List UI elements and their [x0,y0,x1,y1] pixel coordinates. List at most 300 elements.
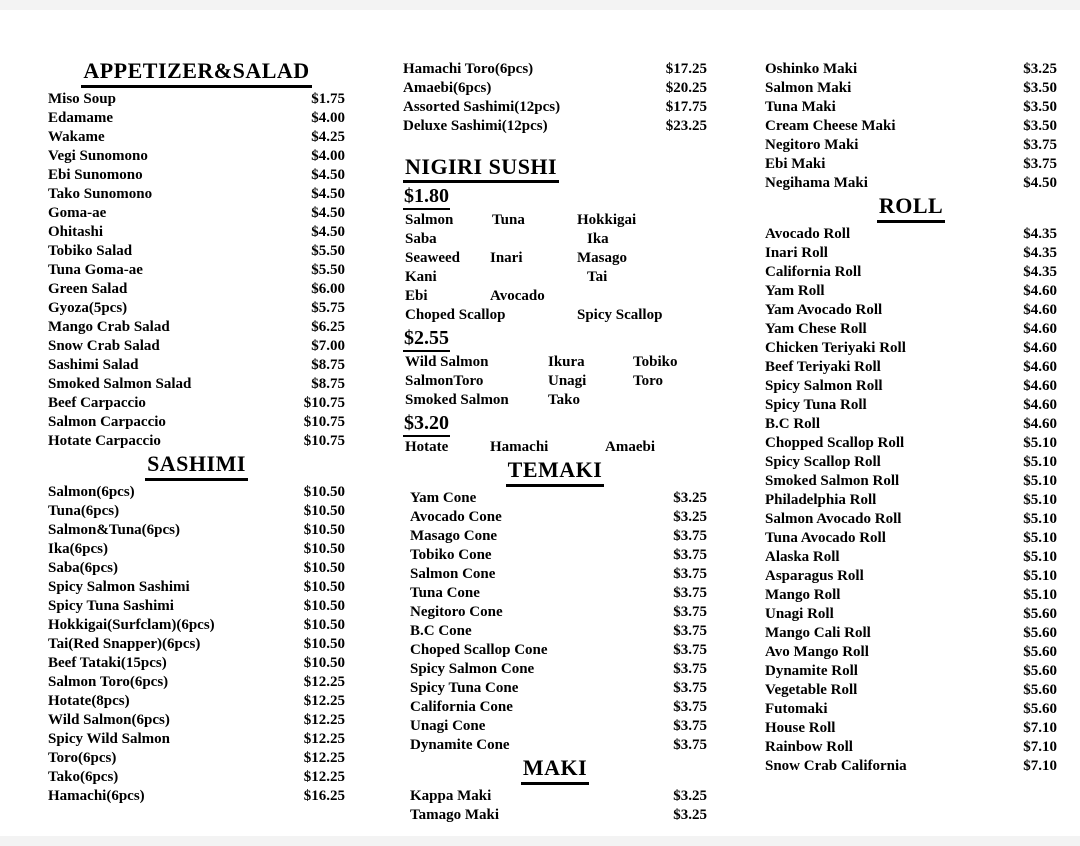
menu-item-price: $3.75 [673,718,707,734]
menu-item-name: Chicken Teriyaki Roll [765,340,906,356]
menu-item-row [48,356,345,375]
menu-item-price: $4.50 [311,205,345,221]
menu-item-name: Amaebi(6pcs) [403,80,492,96]
menu-item-name: Goma-ae [48,205,107,221]
nigiri-grid-row [403,287,707,306]
menu-item-price: $4.60 [1023,359,1057,375]
menu-item-row [48,559,345,578]
nigiri-item-name: Hokkigai [577,212,637,228]
menu-item-price: $5.10 [1023,568,1057,584]
menu-item-price: $17.25 [665,61,707,77]
menu-item-name: Spicy Tuna Sashimi [48,598,174,614]
menu-item-price: $3.75 [673,547,707,563]
menu-item-row [765,136,1057,155]
price-tier-header-text: $1.80 [403,185,450,210]
menu-item-name: Wakame [48,129,105,145]
menu-item-list [765,60,1057,193]
price-tier-header [403,412,707,437]
menu-item-row [403,546,707,565]
menu-item-row [48,692,345,711]
nigiri-item-name: Smoked Salmon [405,392,509,408]
menu-item-price: $10.50 [303,617,345,633]
menu-item-price: $3.25 [673,509,707,525]
nigiri-item-name: Kani [405,269,437,285]
menu-item-name: Spicy Salmon Sashimi [48,579,190,595]
menu-item-row [403,508,707,527]
menu-item-price: $1.75 [311,91,345,107]
menu-item-name: Tobiko Salad [48,243,133,259]
menu-item-name: Spicy Tuna Cone [410,680,519,696]
menu-item-row [765,60,1057,79]
menu-item-name: Negihama Maki [765,175,868,191]
menu-item-row [765,643,1057,662]
menu-item-name: Avocado Cone [410,509,502,525]
menu-item-name: Negitoro Maki [765,137,859,153]
nigiri-grid-row [403,438,707,457]
menu-item-row [765,225,1057,244]
section-header-text: SASHIMI [145,451,248,481]
menu-item-name: Tako(6pcs) [48,769,119,785]
menu-item-price: $8.75 [311,357,345,373]
menu-item-name: Tobiko Cone [410,547,492,563]
menu-item-name: Salmon Toro(6pcs) [48,674,169,690]
menu-item-name: Green Salad [48,281,128,297]
menu-item-row [48,223,345,242]
menu-item-name: Tuna Goma-ae [48,262,143,278]
menu-item-name: Futomaki [765,701,828,717]
menu-item-name: Hamachi Toro(6pcs) [403,61,534,77]
menu-item-row [403,603,707,622]
section-header [403,154,707,183]
menu-item-row [403,736,707,755]
menu-item-name: Spicy Wild Salmon [48,731,170,747]
menu-item-name: Tuna Maki [765,99,836,115]
menu-item-row [48,654,345,673]
menu-item-price: $4.50 [311,186,345,202]
menu-item-name: Yam Avocado Roll [765,302,883,318]
nigiri-item-name: Tobiko [633,354,678,370]
menu-item-row [48,413,345,432]
menu-item-price: $4.60 [1023,302,1057,318]
menu-item-row [765,174,1057,193]
menu-item-price: $10.50 [303,503,345,519]
menu-item-price: $5.10 [1023,587,1057,603]
menu-item-price: $3.25 [1023,61,1057,77]
menu-item-price: $5.60 [1023,606,1057,622]
menu-item-list [403,60,707,136]
menu-item-price: $3.25 [673,490,707,506]
menu-item-row [403,679,707,698]
menu-item-name: Tamago Maki [410,807,500,823]
menu-item-name: Masago Cone [410,528,498,544]
nigiri-grid-row [403,249,707,268]
menu-item-price: $5.50 [311,262,345,278]
menu-item-row [48,749,345,768]
menu-item-list [403,787,707,825]
menu-item-row [765,529,1057,548]
menu-item-price: $6.00 [311,281,345,297]
price-tier-header [403,327,707,352]
menu-item-row [765,301,1057,320]
menu-item-price: $5.10 [1023,549,1057,565]
menu-item-price: $10.50 [303,560,345,576]
menu-item-name: Rainbow Roll [765,739,853,755]
nigiri-item-name: Ebi [405,288,428,304]
menu-item-price: $10.50 [303,579,345,595]
menu-item-row [765,415,1057,434]
menu-item-row [48,578,345,597]
menu-item-price: $4.35 [1023,245,1057,261]
menu-item-row [403,660,707,679]
menu-item-row [765,738,1057,757]
menu-item-row [48,185,345,204]
menu-item-price: $3.75 [673,585,707,601]
menu-item-row [48,787,345,806]
section-header-text: TEMAKI [506,457,605,487]
menu-item-price: $12.25 [303,769,345,785]
menu-item-row [48,318,345,337]
menu-item-row [765,377,1057,396]
menu-item-name: Tuna Cone [410,585,480,601]
menu-item-name: Sashimi Salad [48,357,139,373]
menu-item-row [403,98,707,117]
menu-item-row [765,244,1057,263]
menu-item-row [48,375,345,394]
menu-item-name: B.C Roll [765,416,821,432]
menu-item-price: $3.75 [673,604,707,620]
menu-item-row [765,396,1057,415]
nigiri-item-name: Wild Salmon [405,354,489,370]
menu-item-name: Ebi Maki [765,156,826,172]
menu-item-row [765,472,1057,491]
menu-item-row [765,453,1057,472]
menu-item-price: $5.10 [1023,454,1057,470]
menu-item-name: Assorted Sashimi(12pcs) [403,99,561,115]
menu-item-name: Salmon Carpaccio [48,414,166,430]
menu-item-row [48,673,345,692]
price-tier-header [403,185,707,210]
nigiri-item-name: Tuna [492,212,525,228]
menu-item-price: $7.10 [1023,739,1057,755]
menu-column-right [765,60,1057,776]
menu-item-price: $12.25 [303,731,345,747]
section-header [48,451,345,481]
menu-item-price: $3.75 [673,661,707,677]
menu-item-row [48,768,345,787]
menu-item-name: Beef Carpaccio [48,395,146,411]
menu-item-name: Kappa Maki [410,788,492,804]
menu-item-name: Asparagus Roll [765,568,864,584]
menu-item-price: $4.60 [1023,283,1057,299]
section-header [48,58,345,88]
menu-item-price: $10.50 [303,522,345,538]
menu-item-row [403,527,707,546]
menu-item-row [48,540,345,559]
menu-item-name: Salmon Maki [765,80,852,96]
menu-item-name: Hotate(8pcs) [48,693,130,709]
menu-item-row [48,128,345,147]
menu-item-name: Snow Crab Salad [48,338,160,354]
menu-item-row [765,586,1057,605]
menu-item-row [765,681,1057,700]
menu-item-name: Mango Roll [765,587,841,603]
menu-item-name: Deluxe Sashimi(12pcs) [403,118,548,134]
menu-item-name: Smoked Salmon Salad [48,376,192,392]
menu-item-name: Avocado Roll [765,226,851,242]
menu-item-row [48,280,345,299]
nigiri-item-name: Hotate [405,439,449,455]
nigiri-grid-row [403,372,707,391]
menu-column-center [403,60,707,825]
menu-item-name: Salmon(6pcs) [48,484,135,500]
menu-item-name: California Roll [765,264,862,280]
menu-item-price: $12.25 [303,750,345,766]
menu-item-price: $5.60 [1023,701,1057,717]
page-top-edge [0,0,1080,10]
menu-item-price: $3.75 [673,737,707,753]
nigiri-grid-row [403,211,707,230]
menu-item-price: $3.75 [673,528,707,544]
menu-item-row [48,261,345,280]
menu-item-price: $10.50 [303,636,345,652]
menu-item-name: Yam Chese Roll [765,321,867,337]
menu-item-name: Dynamite Cone [410,737,510,753]
menu-item-price: $4.35 [1023,264,1057,280]
nigiri-item-name: Unagi [548,373,587,389]
menu-item-price: $3.50 [1023,118,1057,134]
menu-column-left [48,58,345,806]
menu-item-price: $5.60 [1023,682,1057,698]
menu-item-name: Spicy Salmon Roll [765,378,883,394]
section-header-text: APPETIZER&SALAD [81,58,311,88]
menu-item-row [48,242,345,261]
nigiri-item-name: SalmonToro [405,373,484,389]
menu-item-price: $10.75 [303,414,345,430]
menu-item-price: $20.25 [665,80,707,96]
menu-item-row [765,548,1057,567]
nigiri-grid-row [403,268,707,287]
menu-item-price: $10.75 [303,433,345,449]
menu-item-name: Mango Cali Roll [765,625,871,641]
menu-item-price: $4.35 [1023,226,1057,242]
menu-item-name: California Cone [410,699,513,715]
menu-item-name: Alaska Roll [765,549,840,565]
menu-item-price: $4.00 [311,148,345,164]
menu-item-price: $4.50 [311,167,345,183]
menu-item-price: $3.75 [673,623,707,639]
menu-item-name: Tako Sunomono [48,186,153,202]
menu-item-name: Unagi Roll [765,606,834,622]
menu-item-row [48,299,345,318]
menu-item-name: Spicy Salmon Cone [410,661,535,677]
nigiri-grid-row [403,306,707,325]
page-bottom-edge [0,836,1080,846]
menu-item-name: Hamachi(6pcs) [48,788,145,804]
menu-item-price: $3.75 [673,566,707,582]
menu-item-row [48,432,345,451]
menu-item-row [765,117,1057,136]
menu-item-row [48,502,345,521]
menu-item-row [48,635,345,654]
section-header [403,755,707,785]
menu-item-row [765,491,1057,510]
menu-item-row [48,616,345,635]
nigiri-item-name: Masago [577,250,627,266]
section-header [403,457,707,487]
menu-item-price: $10.50 [303,484,345,500]
menu-item-price: $5.10 [1023,511,1057,527]
menu-item-name: Choped Scallop Cone [410,642,548,658]
nigiri-item-name: Salmon [405,212,454,228]
menu-item-price: $10.50 [303,598,345,614]
menu-item-price: $4.60 [1023,378,1057,394]
menu-item-row [403,698,707,717]
menu-item-row [403,806,707,825]
nigiri-item-name: Seaweed [405,250,460,266]
menu-item-name: Ika(6pcs) [48,541,109,557]
menu-item-row [48,204,345,223]
nigiri-item-name: Saba [405,231,437,247]
menu-item-price: $12.25 [303,693,345,709]
price-tier-header-text: $3.20 [403,412,450,437]
menu-item-row [48,109,345,128]
menu-item-price: $3.75 [1023,137,1057,153]
section-header [765,193,1057,223]
menu-item-price: $3.75 [673,642,707,658]
menu-item-name: Tai(Red Snapper)(6pcs) [48,636,201,652]
menu-item-name: Tuna(6pcs) [48,503,120,519]
menu-item-price: $3.50 [1023,80,1057,96]
menu-item-name: Ohitashi [48,224,104,240]
menu-item-name: Hokkigai(Surfclam)(6pcs) [48,617,215,633]
menu-item-price: $4.25 [311,129,345,145]
menu-item-row [765,434,1057,453]
menu-item-list [765,225,1057,776]
nigiri-item-name: Amaebi [605,439,655,455]
nigiri-item-name: Inari [490,250,523,266]
menu-item-row [403,117,707,136]
menu-item-row [48,521,345,540]
menu-item-name: Ebi Sunomono [48,167,143,183]
menu-item-name: Wild Salmon(6pcs) [48,712,170,728]
menu-item-name: Chopped Scallop Roll [765,435,905,451]
menu-item-name: Saba(6pcs) [48,560,119,576]
menu-item-name: Salmon&Tuna(6pcs) [48,522,180,538]
menu-item-price: $7.10 [1023,758,1057,774]
nigiri-grid-row [403,391,707,410]
menu-item-name: Beef Teriyaki Roll [765,359,881,375]
menu-item-row [765,358,1057,377]
menu-item-price: $4.60 [1023,416,1057,432]
menu-item-name: Beef Tataki(15pcs) [48,655,167,671]
menu-item-list [403,489,707,755]
menu-item-name: Edamame [48,110,113,126]
menu-item-price: $4.50 [1023,175,1057,191]
menu-item-row [765,567,1057,586]
menu-item-price: $5.60 [1023,625,1057,641]
nigiri-item-name: Tai [587,269,608,285]
menu-item-row [403,717,707,736]
menu-item-price: $5.10 [1023,435,1057,451]
menu-item-row [765,605,1057,624]
menu-item-row [403,622,707,641]
menu-item-row [765,757,1057,776]
menu-item-price: $5.50 [311,243,345,259]
menu-item-price: $5.10 [1023,492,1057,508]
menu-item-name: Negitoro Cone [410,604,503,620]
menu-item-name: Salmon Cone [410,566,496,582]
menu-item-row [48,90,345,109]
menu-item-price: $3.75 [673,699,707,715]
menu-item-row [403,641,707,660]
menu-item-name: Mango Crab Salad [48,319,170,335]
menu-item-row [765,719,1057,738]
menu-item-row [48,337,345,356]
menu-item-price: $4.50 [311,224,345,240]
menu-item-price: $4.60 [1023,397,1057,413]
menu-item-row [765,510,1057,529]
menu-item-price: $4.60 [1023,321,1057,337]
nigiri-item-name: Spicy Scallop [577,307,663,323]
section-header-text: NIGIRI SUSHI [403,154,559,183]
nigiri-item-name: Toro [633,373,664,389]
menu-item-row [48,394,345,413]
menu-item-price: $7.00 [311,338,345,354]
nigiri-item-name: Avocado [490,288,545,304]
menu-item-price: $12.25 [303,712,345,728]
menu-item-row [765,662,1057,681]
menu-item-row [48,711,345,730]
menu-item-row [403,60,707,79]
menu-item-price: $4.60 [1023,340,1057,356]
menu-item-row [765,155,1057,174]
nigiri-item-name: Choped Scallop [405,307,506,323]
menu-item-row [48,483,345,502]
menu-item-name: Unagi Cone [410,718,486,734]
menu-item-name: Inari Roll [765,245,828,261]
menu-item-price: $12.25 [303,674,345,690]
menu-item-row [48,597,345,616]
menu-item-price: $7.10 [1023,720,1057,736]
menu-item-name: Yam Cone [410,490,477,506]
menu-item-name: Toro(6pcs) [48,750,117,766]
nigiri-item-name: Ikura [548,354,585,370]
menu-item-list [48,483,345,806]
menu-item-name: Vegi Sunomono [48,148,148,164]
menu-item-price: $5.60 [1023,644,1057,660]
menu-item-price: $6.25 [311,319,345,335]
nigiri-item-name: Tako [548,392,580,408]
menu-item-name: Salmon Avocado Roll [765,511,902,527]
nigiri-grid-row [403,230,707,249]
menu-item-name: Vegetable Roll [765,682,858,698]
menu-item-row [403,489,707,508]
menu-item-price: $10.75 [303,395,345,411]
menu-item-name: Philadelphia Roll [765,492,877,508]
menu-item-price: $8.75 [311,376,345,392]
menu-item-name: Oshinko Maki [765,61,858,77]
menu-item-row [765,339,1057,358]
menu-item-row [765,263,1057,282]
menu-item-price: $3.50 [1023,99,1057,115]
menu-item-row [765,98,1057,117]
menu-item-price: $5.75 [311,300,345,316]
menu-item-row [403,565,707,584]
price-tier-header-text: $2.55 [403,327,450,352]
menu-item-price: $10.50 [303,541,345,557]
menu-item-name: Snow Crab California [765,758,907,774]
menu-item-name: House Roll [765,720,836,736]
